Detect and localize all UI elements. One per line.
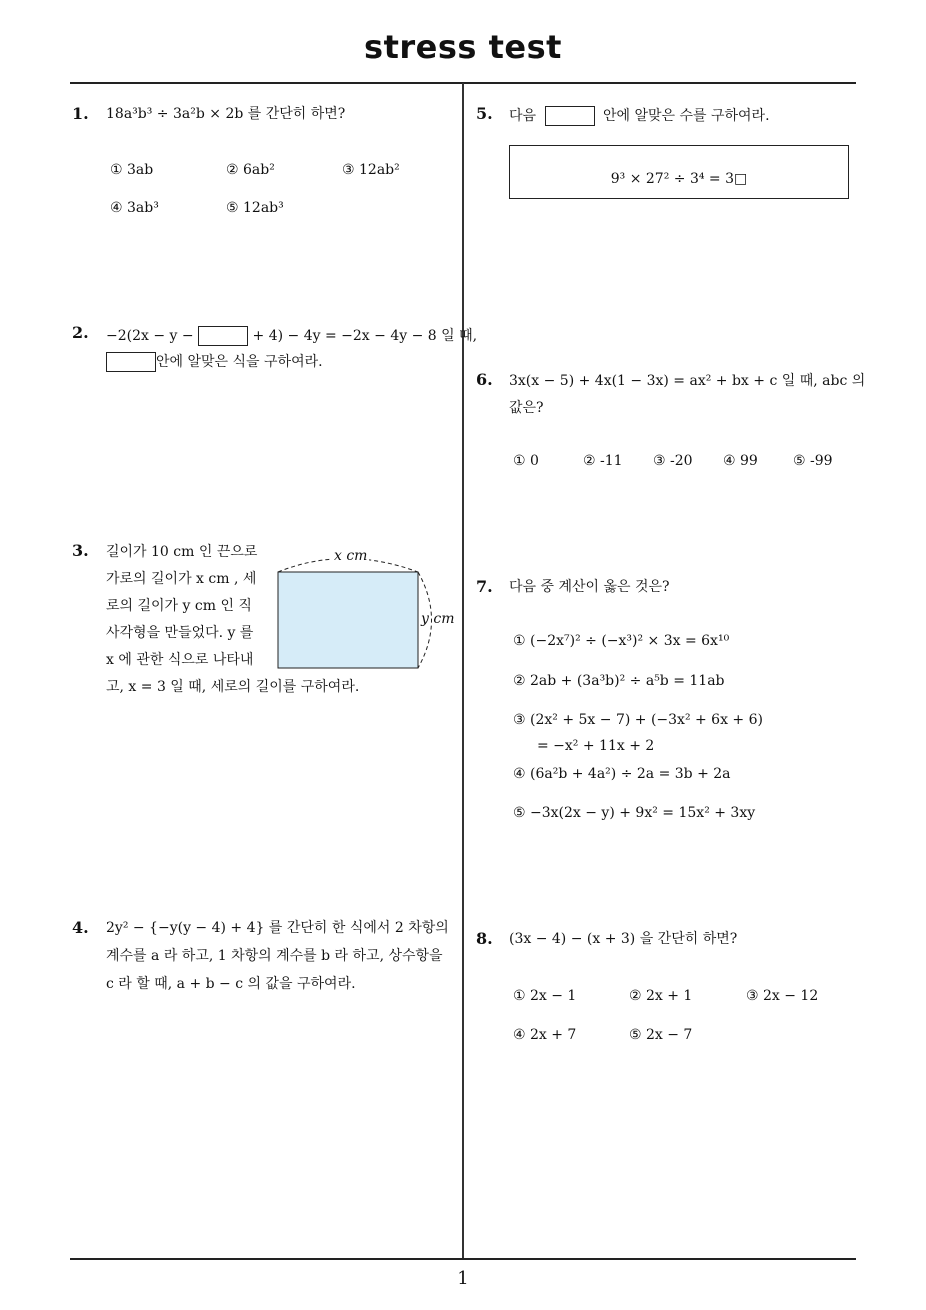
question-text-part: −2(2x − y −: [106, 328, 199, 344]
question-text: 다음 중 계산이 옳은 것은?: [509, 579, 670, 595]
answer-blank: [106, 352, 156, 372]
question-text-line: c 라 할 때, a + b − c 의 값을 구하여라.: [106, 976, 356, 992]
choice[interactable]: ③ 2x − 12: [746, 988, 819, 1004]
choice[interactable]: ③ (2x² + 5x − 7) + (−3x² + 6x + 6): [513, 712, 763, 728]
choice[interactable]: ④ 2x + 7: [513, 1027, 577, 1043]
question-text-line: 값은?: [509, 400, 544, 416]
question-text-line: 계수를 a 라 하고, 1 차항의 계수를 b 라 하고, 상수항을: [106, 948, 443, 964]
choice[interactable]: ② 2ab + (3a³b)² ÷ a⁵b = 11ab: [513, 673, 725, 689]
question-number: 1.: [72, 104, 89, 123]
question-text: [106, 348, 323, 376]
question-text: 18a³b³ ÷ 3a²b × 2b 를 간단히 하면?: [106, 106, 346, 122]
question-text: [509, 102, 770, 130]
question-text-line: 로의 길이가 y cm 인 직: [106, 598, 252, 614]
choice[interactable]: ② 2x + 1: [629, 988, 693, 1004]
question-number: 8.: [476, 929, 493, 948]
question-number: 5.: [476, 104, 493, 123]
rectangle-shape: [278, 572, 418, 668]
question-text-part: 안에 알맞은 수를 구하여라.: [602, 108, 770, 124]
rectangle-figure: [270, 540, 470, 680]
question-text-line: 사각형을 만들었다. y 를: [106, 625, 254, 641]
choice[interactable]: ④ 3ab³: [110, 200, 159, 216]
question-text-part: + 4) − 4y = −2x − 4y − 8 일 때,: [248, 328, 478, 344]
question-text-line: 3x(x − 5) + 4x(1 − 3x) = ax² + bx + c 일 때, abc 의: [509, 373, 866, 389]
question-text-part: 다음: [509, 108, 537, 124]
choice[interactable]: ⑤ −3x(2x − y) + 9x² = 15x² + 3xy: [513, 805, 756, 821]
question-text-line: 길이가 10 cm 인 끈으로: [106, 544, 258, 560]
question-number: 3.: [72, 541, 89, 560]
choice[interactable]: ④ 99: [723, 453, 758, 469]
question-number: 7.: [476, 577, 493, 596]
question-number: 2.: [72, 323, 89, 342]
question-text-line: 고, x = 3 일 때, 세로의 길이를 구하여라.: [106, 679, 360, 695]
answer-blank: [198, 326, 248, 346]
figure-label-width: x cm: [334, 548, 368, 564]
question-text: [106, 322, 477, 350]
bottom-rule: [70, 1258, 856, 1260]
formula-box: 9³ × 27² ÷ 3⁴ = 3□: [509, 145, 849, 199]
choice[interactable]: ③ 12ab²: [342, 162, 400, 178]
figure-label-height: y cm: [421, 611, 455, 627]
choice[interactable]: ① (−2x⁷)² ÷ (−x³)² × 3x = 6x¹⁰: [513, 633, 730, 649]
page-number: 1: [457, 1268, 469, 1289]
choice[interactable]: ② 6ab²: [226, 162, 275, 178]
question-number: 6.: [476, 370, 493, 389]
page-title: stress test: [364, 28, 562, 66]
choice[interactable]: ② -11: [583, 453, 623, 469]
choice[interactable]: ① 3ab: [110, 162, 154, 178]
choice[interactable]: ⑤ -99: [793, 453, 833, 469]
choice-continuation: = −x² + 11x + 2: [537, 738, 655, 754]
question-text-line: 가로의 길이가 x cm , 세: [106, 571, 257, 587]
choice[interactable]: ① 0: [513, 453, 539, 469]
answer-blank: [545, 106, 595, 126]
choice[interactable]: ③ -20: [653, 453, 693, 469]
question-text-line: 2y² − {−y(y − 4) + 4} 를 간단히 한 식에서 2 차항의: [106, 920, 449, 936]
choice[interactable]: ④ (6a²b + 4a²) ÷ 2a = 3b + 2a: [513, 766, 731, 782]
question-number: 4.: [72, 918, 89, 937]
question-text: (3x − 4) − (x + 3) 을 간단히 하면?: [509, 931, 738, 947]
choice[interactable]: ⑤ 12ab³: [226, 200, 284, 216]
choice[interactable]: ⑤ 2x − 7: [629, 1027, 693, 1043]
choice[interactable]: ① 2x − 1: [513, 988, 577, 1004]
question-text-part: 안에 알맞은 식을 구하여라.: [156, 354, 323, 370]
question-text-line: x 에 관한 식으로 나타내: [106, 652, 254, 668]
